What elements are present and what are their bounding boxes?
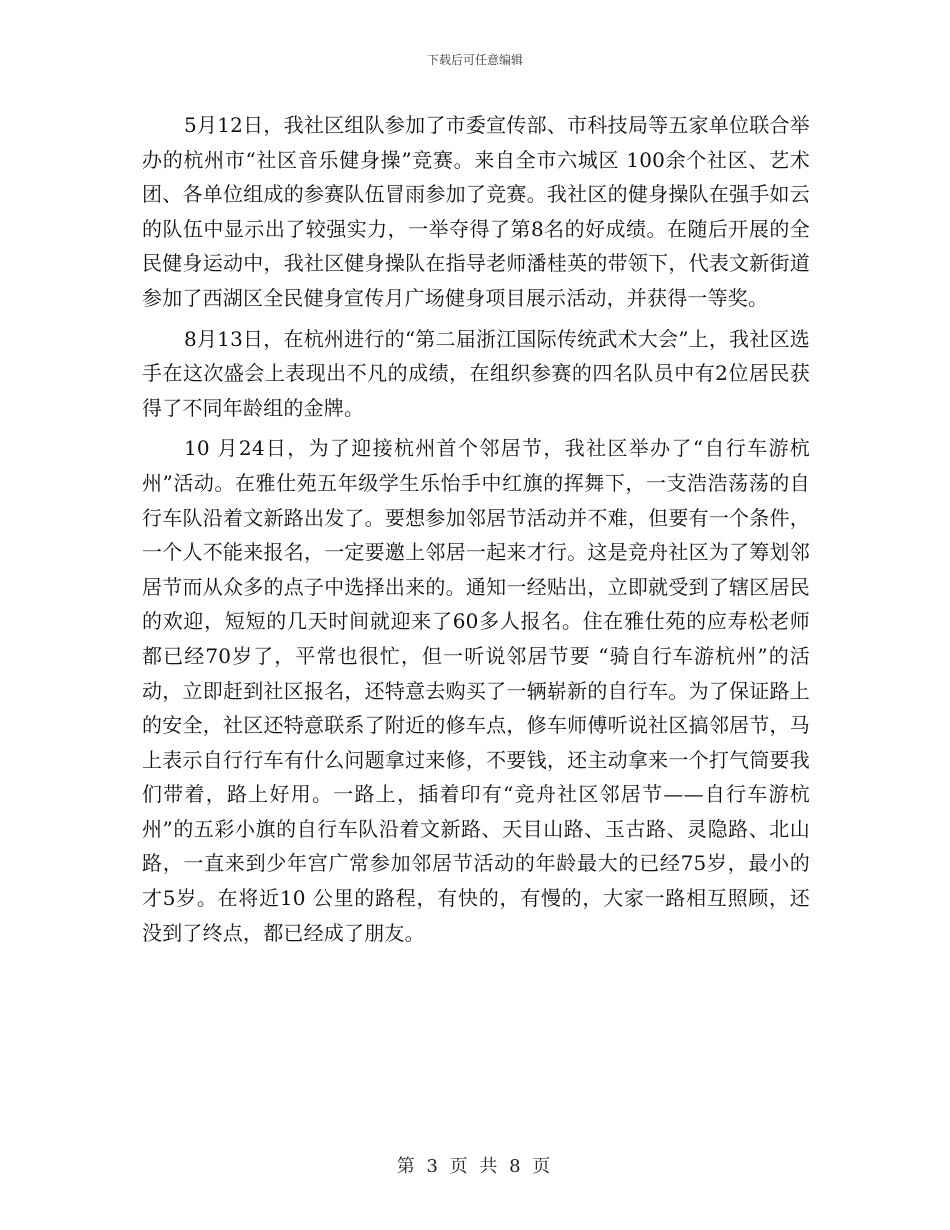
- paragraph-3: 10 月24日，为了迎接杭州首个邻居节，我社区举办了“自行车游杭州”活动。在雅仕苑五年级学生乐怡手中红旗的挥舞下，一支浩浩荡荡的自行车队沿着文新路出发了。要想参加邻居节活动并不难，但要有一个条件，一个人不能来报名，一定要邀上邻居一起来才行。这是竞舟社区为了筹划邻居节而从众多的点子中选择出来的。通知一经贴出，立即就受到了辖区居民的欢迎，短短的几天时间就迎来了60多人报名。住在雅仕苑的应寿松老师都已经70岁了，平常也很忙，但一听说邻居节要 “骑自行车游杭州”的活动，立即赶到社区报名，还特意去购买了一辆崭新的自行车。为了保证路上的安全，社区还特意联系了附近的修车点，修车师傅听说社区搞邻居节，马上表示自行行车有什么问题拿过来修，不要钱，还主动拿来一个打气筒要我们带着，路上好用。一路上，插着印有“竞舟社区邻居节——自行车游杭州”的五彩小旗的自行车队沿着文新路、天目山路、玉古路、灵隐路、北山路，一直来到少年宫广常参加邻居节活动的年龄最大的已经75岁，最小的才5岁。在将近10 公里的路程，有快的，有慢的，大家一路相互照顾，还没到了终点，都已经成了朋友。: [142, 436, 810, 945]
- header-note: 下载后可任意编辑: [426, 53, 523, 67]
- page-number: 第 3 页 共 8 页: [396, 1156, 554, 1177]
- page-footer: [0, 1155, 950, 1179]
- paragraph-1: 5月12日，我社区组队参加了市委宣传部、市科技局等五家单位联合举办的杭州市“社区音乐健身操”竞赛。来自全市六城区 100余个社区、艺术团、各单位组成的参赛队伍冒雨参加了竞赛。我社区的健身操队在强手如云的队伍中显示出了较强实力，一举夺得了第8名的好成绩。在随后开展的全民健身运动中，我社区健身操队在指导老师潘桂英的带领下，代表文新街道参加了西湖区全民健身宣传月广场健身项目展示活动，并获得一等奖。: [142, 113, 810, 310]
- page-header: [0, 52, 950, 68]
- document-body: [142, 108, 810, 956]
- paragraph-2: 8月13日，在杭州进行的“第二届浙江国际传统武术大会”上，我社区选手在这次盛会上表现出不凡的成绩，在组织参赛的四名队员中有2位居民获得了不同年龄组的金牌。: [142, 326, 810, 420]
